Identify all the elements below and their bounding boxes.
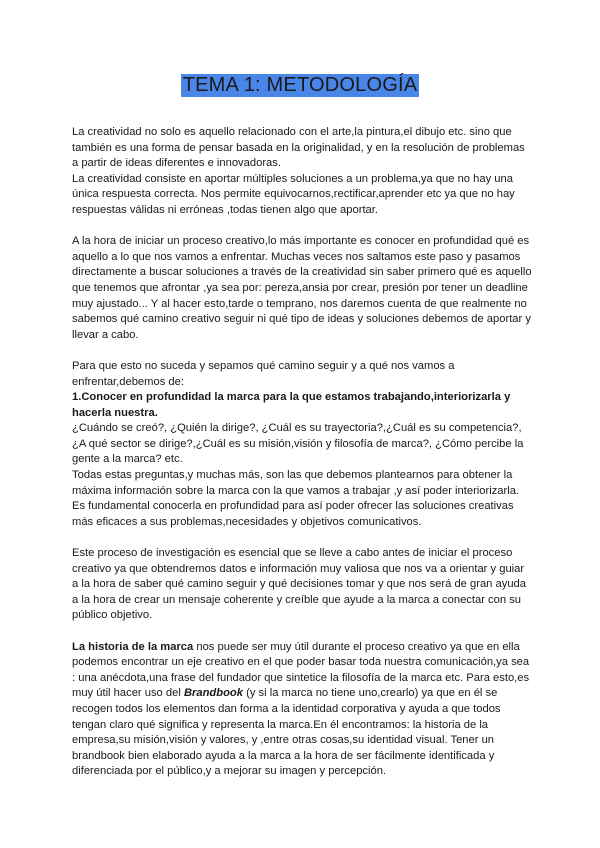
paragraph-7: Este proceso de investigación es esencial que se lleve a cabo antes de iniciar el proceso creativo ya que obtendremos datos e información muy valiosa que nos va a orientar y guiar a la hora de saber qué camino seguir y qué decisiones tomar y que nos será de gran ayuda a la hora de crear un mensaje coherente y creíble que ayude a la marca a conectar con su público objetivo. — [72, 547, 526, 622]
spacer — [72, 219, 532, 235]
paragraph-8 — [72, 640, 532, 780]
section-heading-1: 1.Conocer en profundidad la marca para la que estamos trabajando,interiorizarla y hacerla nuestra. — [72, 391, 511, 419]
bold-phrase: La historia de la marca — [72, 640, 194, 653]
paragraph-1: La creatividad no solo es aquello relacionado con el arte,la pintura,el dibujo etc. sino que también es una forma de pensar basada en la originalidad, y en la resolución de problemas a partir de ideas diferentes e innovadoras. — [72, 126, 525, 170]
document-body — [72, 125, 532, 780]
paragraph-8-text-b: (y si la marca no tiene uno,crearlo) ya que en él se recogen todos los elementos dan forma a la identidad corporativa y ayuda a que todos tengan claro qué significa y representa la marca.En él encontramos: la historia de la empresa,su misión,visión y valores, y ,entre otras cosas,su identidad visual. Tener un brandbook bien elaborado ayuda a la marca a la hora de ser fácilmente identificada y diferenciada por el público,y a mejorar su imagen y percepción. — [72, 687, 501, 778]
paragraph-6: Todas estas preguntas,y muchas más, son las que debemos plantearnos para obtener la máxima información sobre la marca con la que vamos a trabajar ,y así poder interiorizarla. Es fundamental conocerla en profundidad para así poder ofrecer las soluciones creativas más eficaces a sus problemas,necesidades y objetivos comunicativos. — [72, 469, 520, 528]
paragraph-2: La creatividad consiste en aportar múltiples soluciones a un problema,ya que no hay una única respuesta correcta. Nos permite equivocarnos,rectificar,aprender etc ya que no hay respuestas válidas ni erróneas ,todas tienen algo que aportar. — [72, 172, 515, 216]
paragraph-8-text-a: nos puede ser muy útil durante el proceso creativo ya que en ella podemos encontrar un eje creativo en el que poder basar toda nuestra comunicación,ya sea : una anécdota,una frase del fundador que sintetice la filosofía de la marca etc. Para esto,es muy útil hacer uso del — [72, 640, 530, 700]
bold-italic-term: Brandbook — [183, 687, 243, 700]
paragraph-questions: ¿Cuándo se creó?, ¿Quién la dirige?, ¿Cuál es su trayectoria?,¿Cuál es su competencia?, ¿A qué sector se dirige?,¿Cuál es su misión,visión y filosofía de marca?, ¿Cómo percibe la gente a la marca? etc. — [72, 422, 524, 466]
paragraph-4: Para que esto no suceda y sepamos qué camino seguir y a qué nos vamos a enfrentar,debemos de: — [72, 359, 455, 388]
title-container — [0, 74, 600, 97]
spacer — [72, 530, 532, 546]
spacer — [72, 624, 532, 640]
spacer — [72, 343, 532, 359]
paragraph-3: A la hora de iniciar un proceso creativo,lo más importante es conocer en profundidad qué es aquello a lo que nos vamos a enfrentar. Muchas veces nos saltamos este paso y pasamos directamente a buscar soluciones a través de la creatividad sin saber primero qué es aquello que tenemos que afrontar ,ya sea por: pereza,ansia por crear, presión por tener un deadline muy ajustado... Y al hacer esto,tarde o temprano, nos daremos cuenta de que realmente no sabemos qué camino creativo seguir ni qué tipo de ideas y soluciones debemos de aportar y llevar a cabo. — [72, 235, 532, 341]
document-title: TEMA 1: METODOLOGÍA — [182, 74, 418, 96]
